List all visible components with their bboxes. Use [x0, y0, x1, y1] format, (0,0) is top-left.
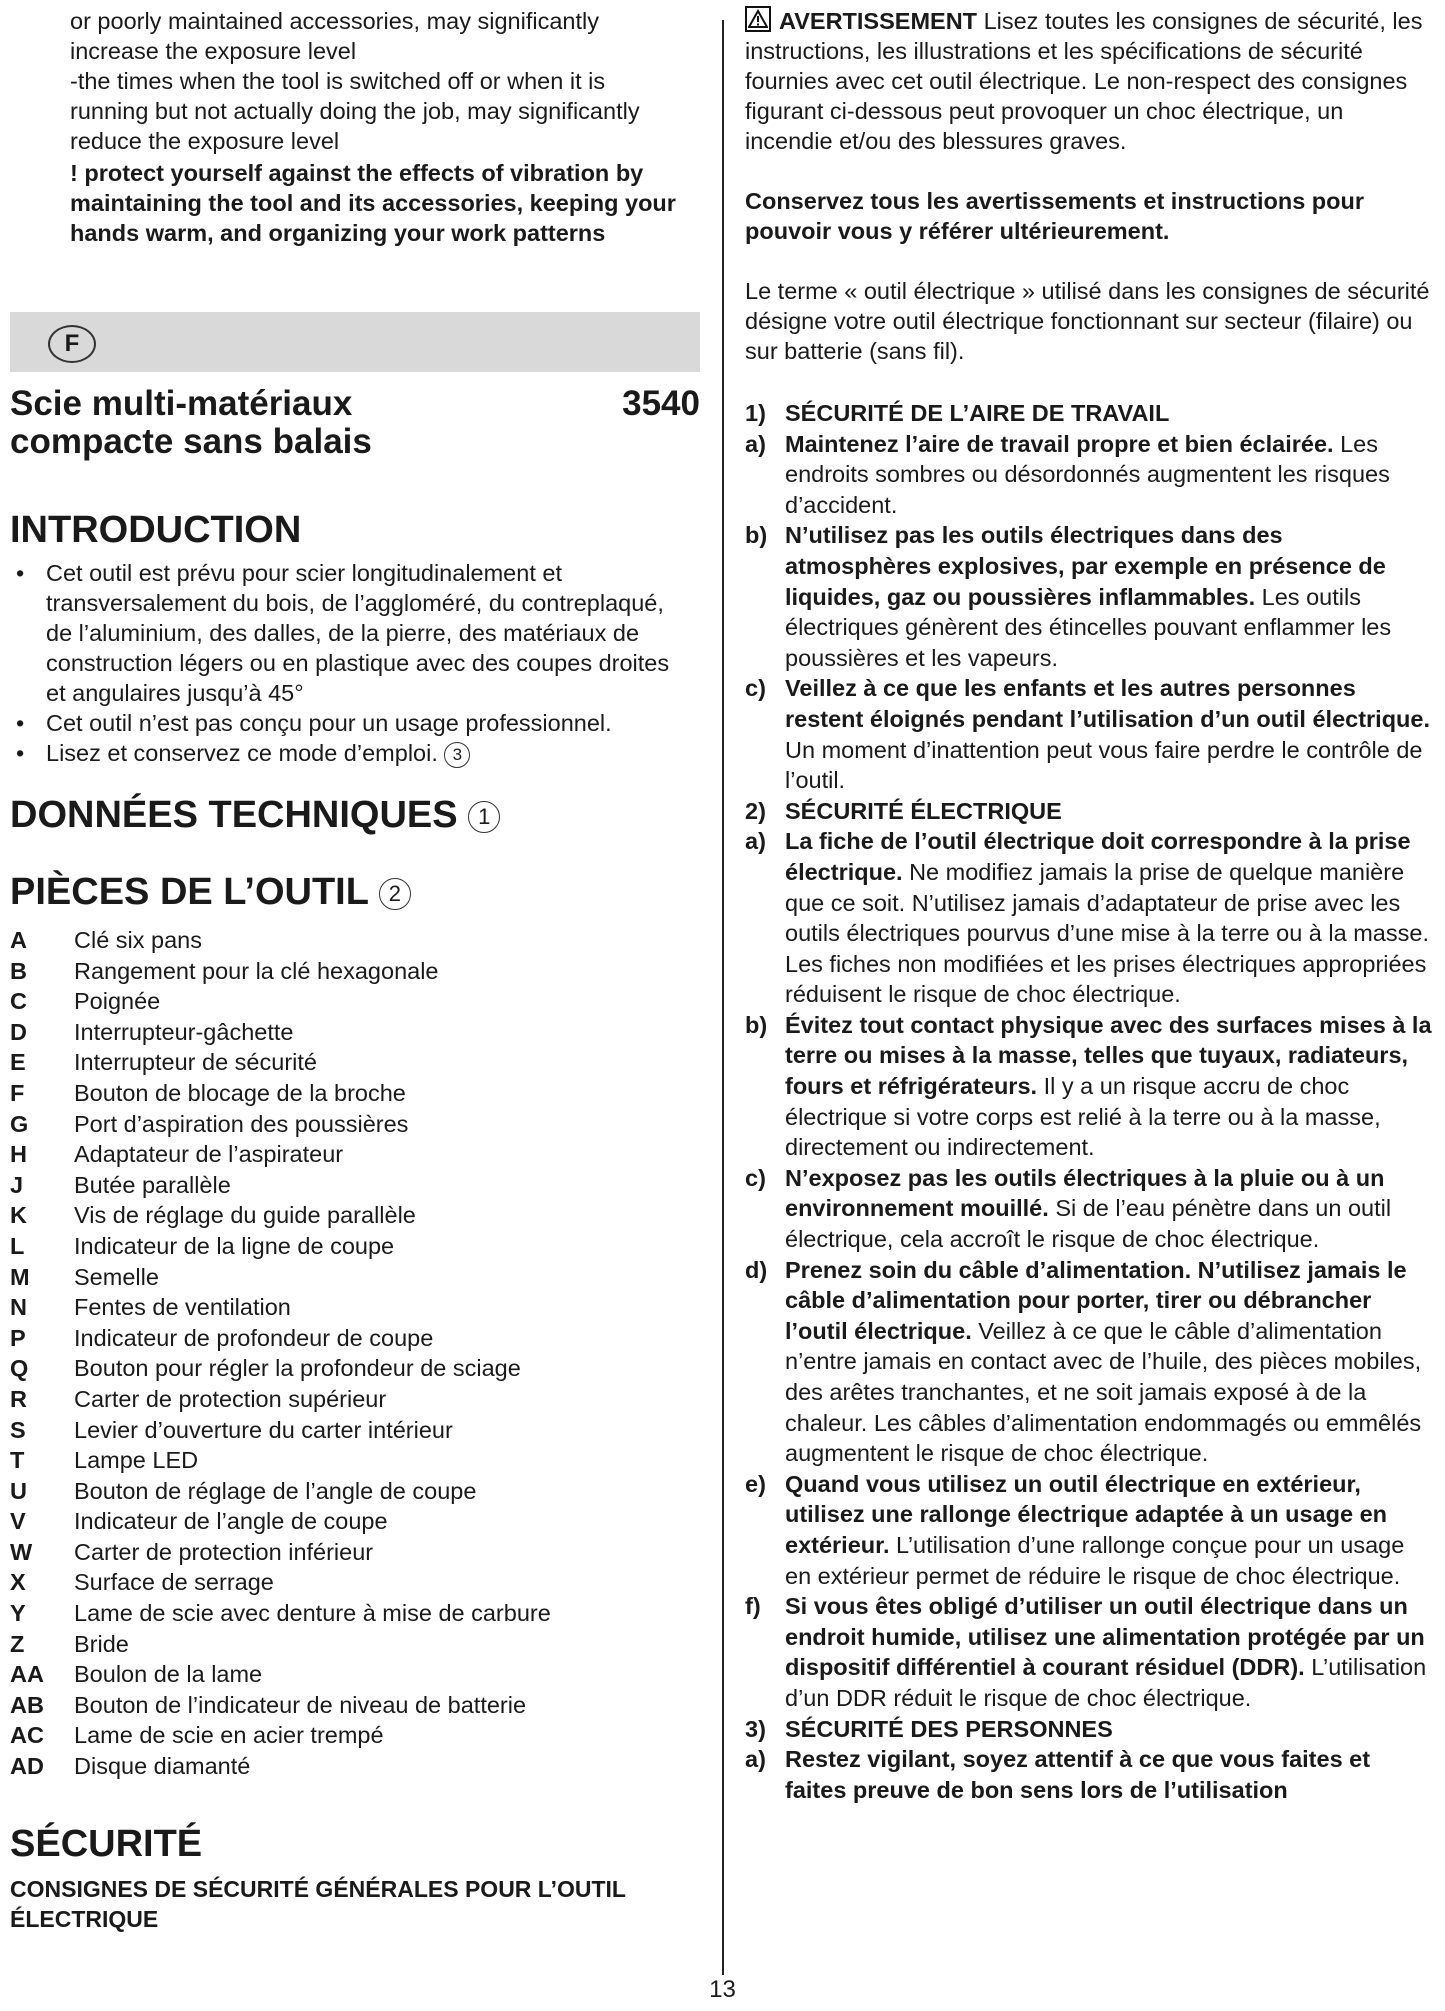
safety-item: [745, 1469, 1435, 1591]
part-item: [10, 1200, 700, 1231]
introduction-heading: INTRODUCTION: [10, 509, 302, 551]
part-key: W: [10, 1538, 33, 1565]
page-number: 13: [709, 1976, 736, 2003]
part-label: Surface de serrage: [74, 1569, 274, 1596]
item-bold-text: Évitez tout contact physique avec des surfaces mises à la terre ou mises à la masse, telles que tuyaux, radiateurs, fours et réfrigérateurs.: [785, 1011, 1432, 1100]
item-label: e): [745, 1470, 766, 1497]
safety-subheading: CONSIGNES DE SÉCURITÉ GÉNÉRALES POUR L’OUTIL ÉLECTRIQUE: [10, 1876, 626, 1932]
item-bold-text: Quand vous utilisez un outil électrique en extérieur, utilisez une rallonge électrique adaptée à un usage en extérieur.: [785, 1470, 1388, 1558]
item-text: L’utilisation d’une rallonge conçue pour un usage en extérieur permet de réduire le risque de choc électrique.: [785, 1531, 1405, 1589]
introduction-bullet-text: Lisez et conservez ce mode d’emploi.: [46, 740, 438, 766]
section-number: 3): [745, 1715, 766, 1742]
part-label: Lame de scie avec denture à mise de carbure: [74, 1600, 551, 1627]
introduction-bullet: • Cet outil n’est pas conçu pour un usage professionnel.: [10, 708, 700, 738]
item-text: Si de l’eau pénètre dans un outil électrique, cela accroît le risque de choc électrique.: [785, 1195, 1392, 1253]
part-label: Carter de protection inférieur: [74, 1538, 374, 1565]
item-label: c): [745, 675, 766, 702]
section-title: SÉCURITÉ DES PERSONNES: [785, 1715, 1113, 1742]
part-item: [10, 1139, 700, 1170]
figure-ref-3: 3: [444, 742, 470, 768]
parts-list: [10, 925, 700, 1782]
part-label: Port d’aspiration des poussières: [74, 1110, 409, 1137]
part-key: T: [10, 1447, 25, 1474]
part-item: [10, 1659, 700, 1690]
part-label: Fentes de ventilation: [74, 1294, 291, 1321]
part-label: Bouton de blocage de la broche: [74, 1079, 406, 1106]
part-item: [10, 1598, 700, 1629]
part-item: [10, 1751, 700, 1782]
part-label: Adaptateur de l’aspirateur: [74, 1141, 344, 1168]
part-key: F: [10, 1079, 25, 1106]
introduction-bullet: • Cet outil est prévu pour scier longitudinalement et transversalement du bois, de l’aggloméré, du contreplaqué, de l’aluminium, des dalles, de la pierre, des matériaux de construction légers ou en plastique avec des coupes droites et angulaires jusqu’à 45°: [10, 558, 676, 708]
part-item: [10, 1292, 700, 1323]
part-item: [10, 1445, 700, 1476]
part-label: Interrupteur-gâchette: [74, 1018, 294, 1045]
section-title: SÉCURITÉ DE L’AIRE DE TRAVAIL: [785, 400, 1170, 426]
part-item: [10, 1109, 700, 1140]
part-item: [10, 1078, 700, 1109]
term-definition: Le terme « outil électrique » utilisé dans les consignes de sécurité désigne votre outil électrique fonctionnant sur secteur (filaire) ou sur batterie (sans fil).: [745, 278, 1430, 364]
safety-section-title: [745, 1714, 1435, 1745]
item-text: Il y a un risque accru de choc électrique si votre corps est relié à la terre ou à la masse, directement ou indirectement.: [785, 1073, 1381, 1161]
warning-text: Lisez toutes les consignes de sécurité, les instructions, les illustrations et les spécifications de sécurité fournies avec cet outil électrique. Le non-respect des consignes figurant ci-dessous peut provoquer un choc électrique, un incendie et/ou des blessures graves.: [745, 8, 1423, 154]
warning-paragraph: [745, 6, 1435, 156]
part-label: Bouton de réglage de l’angle de coupe: [74, 1477, 477, 1504]
technical-data-heading-row: [10, 793, 500, 837]
item-text: Veillez à ce que le câble d’alimentation n’entre jamais en contact avec de l’huile, des pièces mobiles, des arêtes tranchantes, et ne soit jamais exposé à de la chaleur. Les câbles d’alimentation endommagés ou emmêlés augmentent le risque de choc électrique.: [785, 1317, 1422, 1467]
item-label: b): [745, 1011, 768, 1038]
part-key: M: [10, 1263, 30, 1290]
part-key: AB: [10, 1691, 44, 1718]
item-bold-text: Maintenez l’aire de travail propre et bien éclairée.: [785, 430, 1334, 457]
part-key: S: [10, 1416, 26, 1443]
item-bold-text: Veillez à ce que les enfants et les autres personnes restent éloignés pendant l’utilisation d’un outil électrique.: [785, 675, 1431, 732]
part-key: K: [10, 1202, 27, 1229]
part-item: [10, 1506, 700, 1537]
part-item: [10, 1415, 700, 1446]
technical-data-heading-text: DONNÉES TECHNIQUES: [10, 794, 458, 836]
part-key: Q: [10, 1355, 29, 1382]
safety-item: [745, 1255, 1435, 1469]
part-label: Indicateur de la ligne de coupe: [74, 1232, 395, 1259]
item-text: Ne modifiez jamais la prise de quelque manière que ce soit. N’utilisez jamais d’adaptateur de prise avec les outils électriques pourvus d’une mise à la terre ou à la masse. Les fiches non modifiées et les prises électriques appropriées réduisent le risque de choc électrique.: [785, 858, 1429, 1008]
part-key: D: [10, 1018, 27, 1045]
safety-item: [745, 1591, 1435, 1713]
item-label: a): [745, 1746, 766, 1773]
part-label: Carter de protection supérieur: [74, 1385, 387, 1412]
warning-label: AVERTISSEMENT: [779, 8, 978, 34]
part-item: [10, 1567, 700, 1598]
item-bold-text: Prenez soin du câble d’alimentation. N’utilisez jamais le câble d’alimentation pour porter, tirer ou débrancher l’outil électrique.: [785, 1256, 1407, 1344]
part-label: Poignée: [74, 988, 161, 1015]
item-label: d): [745, 1256, 768, 1283]
item-bold-text: La fiche de l’outil électrique doit correspondre à la prise électrique.: [785, 828, 1411, 885]
parts-heading-text: PIÈCES DE L’OUTIL: [10, 871, 369, 913]
part-label: Butée parallèle: [74, 1171, 231, 1198]
item-label: a): [745, 430, 766, 457]
vibration-warning: ! protect yourself against the effects of vibration by maintaining the tool and its accessories, keeping your hands warm, and organizing your work patterns: [70, 160, 676, 246]
part-item: [10, 956, 700, 987]
part-key: C: [10, 988, 27, 1015]
part-item: [10, 1690, 700, 1721]
vibration-continuation: [70, 6, 710, 248]
item-label: b): [745, 522, 768, 549]
part-item: [10, 1170, 700, 1201]
intro-line: running but not actually doing the job, may significantly: [70, 98, 640, 124]
safety-section: [10, 1822, 700, 1934]
part-label: Clé six pans: [74, 927, 202, 953]
safety-item: [745, 520, 1435, 673]
part-key: Y: [10, 1600, 26, 1627]
part-label: Bouton de l’indicateur de niveau de batterie: [74, 1691, 527, 1718]
part-label: Lame de scie en acier trempé: [74, 1722, 384, 1749]
product-title: [10, 385, 700, 461]
part-label: Boulon de la lame: [74, 1661, 263, 1688]
item-text: Un moment d’inattention peut vous faire perdre le contrôle de l’outil.: [785, 736, 1423, 794]
section-number: 2): [745, 797, 766, 824]
part-label: Indicateur de l’angle de coupe: [74, 1508, 388, 1535]
intro-line: reduce the exposure level: [70, 128, 340, 154]
part-key: H: [10, 1141, 27, 1168]
part-label: Semelle: [74, 1263, 159, 1290]
part-key: U: [10, 1477, 27, 1504]
part-item: [10, 986, 700, 1017]
item-label: f): [745, 1593, 761, 1620]
safety-section-title: [745, 796, 1435, 827]
part-item: [10, 1262, 700, 1293]
item-bold-text: Restez vigilant, soyez attentif à ce que vous faites et faites preuve de bon sens lors de l’utilisation: [785, 1746, 1371, 1803]
part-key: AC: [10, 1722, 44, 1749]
part-label: Vis de réglage du guide parallèle: [74, 1202, 416, 1229]
part-key: Z: [10, 1630, 25, 1657]
part-label: Levier d’ouverture du carter intérieur: [74, 1416, 453, 1443]
part-key: J: [10, 1171, 24, 1198]
part-label: Bride: [74, 1630, 129, 1657]
part-key: R: [10, 1385, 27, 1412]
keep-instructions: Conservez tous les avertissements et instructions pour pouvoir vous y référer ultérieurement.: [745, 188, 1365, 244]
product-title-line1: Scie multi-matériaux: [10, 384, 353, 423]
part-item: [10, 1720, 700, 1751]
part-item: [10, 925, 700, 956]
technical-data-heading: [10, 793, 500, 837]
item-label: c): [745, 1164, 766, 1191]
part-item: [10, 1017, 700, 1048]
part-key: V: [10, 1508, 26, 1535]
part-item: [10, 1537, 700, 1568]
safety-item: [745, 1010, 1435, 1163]
part-item: [10, 1629, 700, 1660]
part-key: P: [10, 1324, 26, 1351]
parts-heading: [10, 870, 411, 914]
item-text: L’utilisation d’un DDR réduit le risque de choc électrique.: [785, 1654, 1427, 1711]
part-label: Bouton pour régler la profondeur de sciage: [74, 1355, 521, 1382]
right-column: [745, 6, 1435, 1805]
part-item: [10, 1047, 700, 1078]
item-bold-text: N’exposez pas les outils électriques à la pluie ou à un environnement mouillé.: [785, 1164, 1385, 1222]
part-key: AD: [10, 1753, 44, 1780]
intro-line: increase the exposure level: [70, 38, 357, 64]
part-key: AA: [10, 1661, 44, 1688]
item-text: Les outils électriques génèrent des étincelles pouvant enflammer les poussières et les vapeurs.: [785, 583, 1392, 671]
safety-section-title: [745, 398, 1435, 429]
safety-item: [745, 826, 1435, 1010]
part-key: B: [10, 957, 27, 984]
part-label: Indicateur de profondeur de coupe: [74, 1324, 434, 1351]
section-title: SÉCURITÉ ÉLECTRIQUE: [785, 797, 1062, 824]
part-item: [10, 1323, 700, 1354]
column-divider: [722, 20, 724, 1975]
figure-ref-2: 2: [379, 878, 411, 910]
part-item: [10, 1231, 700, 1262]
part-label: Disque diamanté: [74, 1753, 251, 1780]
introduction-section: [10, 508, 700, 768]
section-number: 1): [745, 400, 766, 426]
introduction-bullet: [10, 738, 700, 768]
part-key: L: [10, 1232, 25, 1259]
intro-line: or poorly maintained accessories, may significantly: [70, 8, 599, 34]
language-badge: F: [48, 325, 96, 363]
part-label: Rangement pour la clé hexagonale: [74, 957, 439, 984]
safety-heading: SÉCURITÉ: [10, 1823, 203, 1865]
intro-line: -the times when the tool is switched off or when it is: [70, 68, 606, 94]
part-key: X: [10, 1569, 26, 1596]
item-bold-text: N’utilisez pas les outils électriques dans des atmosphères explosives, par exemple en présence de liquides, gaz ou poussières inflammables.: [785, 522, 1386, 610]
safety-item: [745, 429, 1435, 521]
product-number: 3540: [622, 384, 700, 423]
item-bold-text: Si vous êtes obligé d’utiliser un outil électrique dans un endroit humide, utilisez une alimentation protégée par un dispositif différentiel à courant résiduel (DDR).: [785, 1593, 1425, 1681]
parts-heading-row: [10, 870, 411, 914]
part-label: Interrupteur de sécurité: [74, 1049, 317, 1076]
part-key: N: [10, 1294, 27, 1321]
part-item: [10, 1353, 700, 1384]
part-key: A: [10, 927, 27, 953]
part-item: [10, 1384, 700, 1415]
language-banner: [10, 312, 700, 372]
figure-ref-1: 1: [468, 801, 500, 833]
safety-item: [745, 673, 1435, 795]
part-label: Lampe LED: [74, 1447, 199, 1474]
item-text: Les endroits sombres ou désordonnés augmentent les risques d’accident.: [785, 430, 1390, 518]
product-title-line2: compacte sans balais: [10, 422, 372, 461]
safety-item: [745, 1163, 1435, 1255]
part-key: G: [10, 1110, 29, 1137]
part-key: E: [10, 1049, 26, 1076]
item-label: a): [745, 828, 766, 855]
safety-item: [745, 1744, 1435, 1805]
safety-sections: [745, 398, 1435, 1805]
warning-triangle-icon: [745, 6, 771, 32]
part-item: [10, 1476, 700, 1507]
